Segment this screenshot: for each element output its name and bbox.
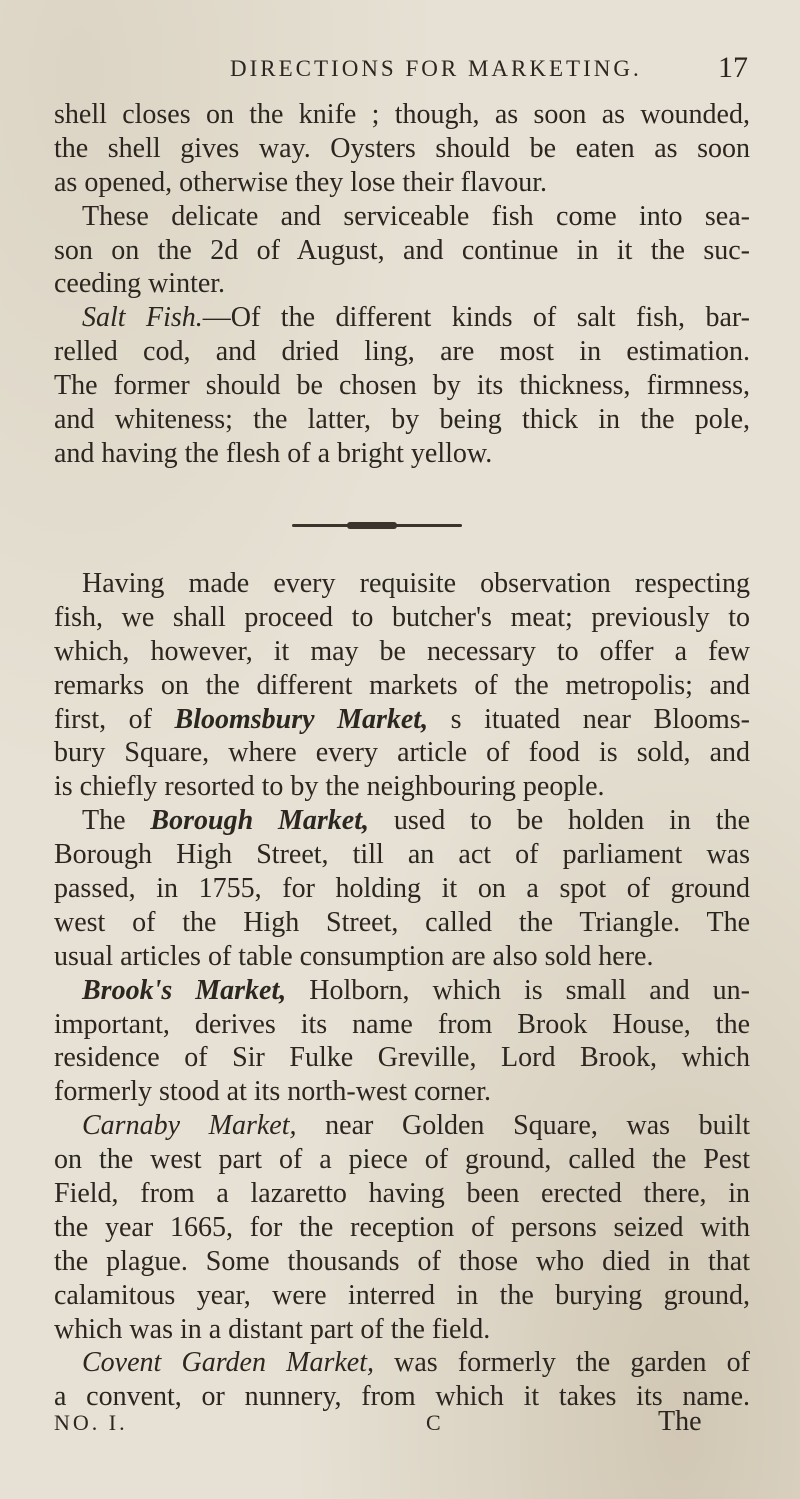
text-line: and having the flesh of a bright yellow.: [54, 437, 493, 469]
text-line: Having made every requisite observation respecting: [82, 568, 750, 599]
text-line: The former should be chosen by its thickness, firmness,: [54, 370, 750, 402]
page-number: 17: [718, 51, 748, 84]
text-line: first, of Bloomsbury Market, s ituated near Blooms-: [54, 703, 750, 735]
text-line: formerly stood at its north-west corner.: [54, 1076, 492, 1108]
text-line: a convent, or nunnery, from which it takes its name.: [54, 1381, 750, 1413]
text-line: usual articles of table consumption are also sold here.: [54, 940, 654, 972]
text-line: ceeding winter.: [54, 268, 226, 300]
bloomsbury-market-name: Bloomsbury Market,: [174, 703, 429, 735]
text-line: the year 1665, for the reception of persons seized with: [54, 1211, 750, 1243]
text-line: These delicate and serviceable fish come into sea-: [82, 200, 750, 232]
text-block-lower: [54, 567, 750, 1414]
text-line: the shell gives way. Oysters should be eaten as soon: [54, 132, 750, 164]
salt-fish-heading: Salt Fish.: [82, 302, 203, 334]
text-line: son on the 2d of August, and continue in it the suc-: [54, 234, 750, 266]
text-line: Brook's Market, Holborn, which is small and un-: [82, 974, 751, 1006]
text-line: bury Square, where every article of food is sold, and: [54, 737, 750, 769]
covent-garden-market-name: Covent Garden Market,: [82, 1347, 374, 1379]
catchword: The: [658, 1406, 702, 1437]
carnaby-market-name: Carnaby Market,: [82, 1110, 297, 1142]
running-head: [0, 48, 800, 88]
borough-market-name: Borough Market,: [150, 805, 370, 837]
text-line: and whiteness; the latter, by being thick in the pole,: [54, 404, 750, 436]
text-line: which was in a distant part of the field.: [54, 1313, 491, 1345]
text-line: Covent Garden Market, was formerly the garden of: [82, 1347, 751, 1379]
text-line: on the west part of a piece of ground, called the Pest: [54, 1144, 750, 1176]
text-line: shell closes on the knife ; though, as soon as wounded,: [54, 99, 750, 130]
text-line: Salt Fish.—Of the different kinds of salt fish, bar-: [82, 302, 750, 334]
text-line: as opened, otherwise they lose their flavour.: [54, 166, 547, 198]
text-line: fish, we shall proceed to butcher's meat; previously to: [54, 601, 750, 633]
text-line: is chiefly resorted to by the neighbouring people.: [54, 771, 605, 803]
text-line: remarks on the different markets of the metropolis; and: [54, 669, 750, 701]
text-line: west of the High Street, called the Triangle. The: [54, 906, 750, 938]
text-line: residence of Sir Fulke Greville, Lord Brook, which: [54, 1042, 750, 1074]
text-line: Field, from a lazaretto having been erected there, in: [54, 1178, 750, 1210]
signature-mark-letter: C: [426, 1410, 441, 1435]
text-line: which, however, it may be necessary to offer a few: [54, 635, 750, 667]
text-line: relled cod, and dried ling, are most in estimation.: [54, 336, 750, 368]
text-line: the plague. Some thousands of those who died in that: [54, 1245, 750, 1277]
text-line: Carnaby Market, near Golden Square, was built: [82, 1110, 750, 1142]
brooks-market-name: Brook's Market,: [82, 974, 287, 1006]
section-divider: [292, 524, 462, 527]
text-line: Borough High Street, till an act of parliament was: [54, 839, 750, 871]
running-title: DIRECTIONS FOR MARKETING.: [230, 56, 642, 81]
page-footer: [54, 1406, 754, 1450]
text-line: calamitous year, were interred in the burying ground,: [54, 1279, 750, 1311]
text-line: passed, in 1755, for holding it on a spot of ground: [54, 873, 750, 905]
text-line: The Borough Market, used to be holden in the: [82, 805, 751, 837]
text-block-upper: [54, 98, 750, 471]
text-line: important, derives its name from Brook House, the: [54, 1008, 750, 1040]
signature-mark-number: NO. I.: [54, 1410, 128, 1435]
